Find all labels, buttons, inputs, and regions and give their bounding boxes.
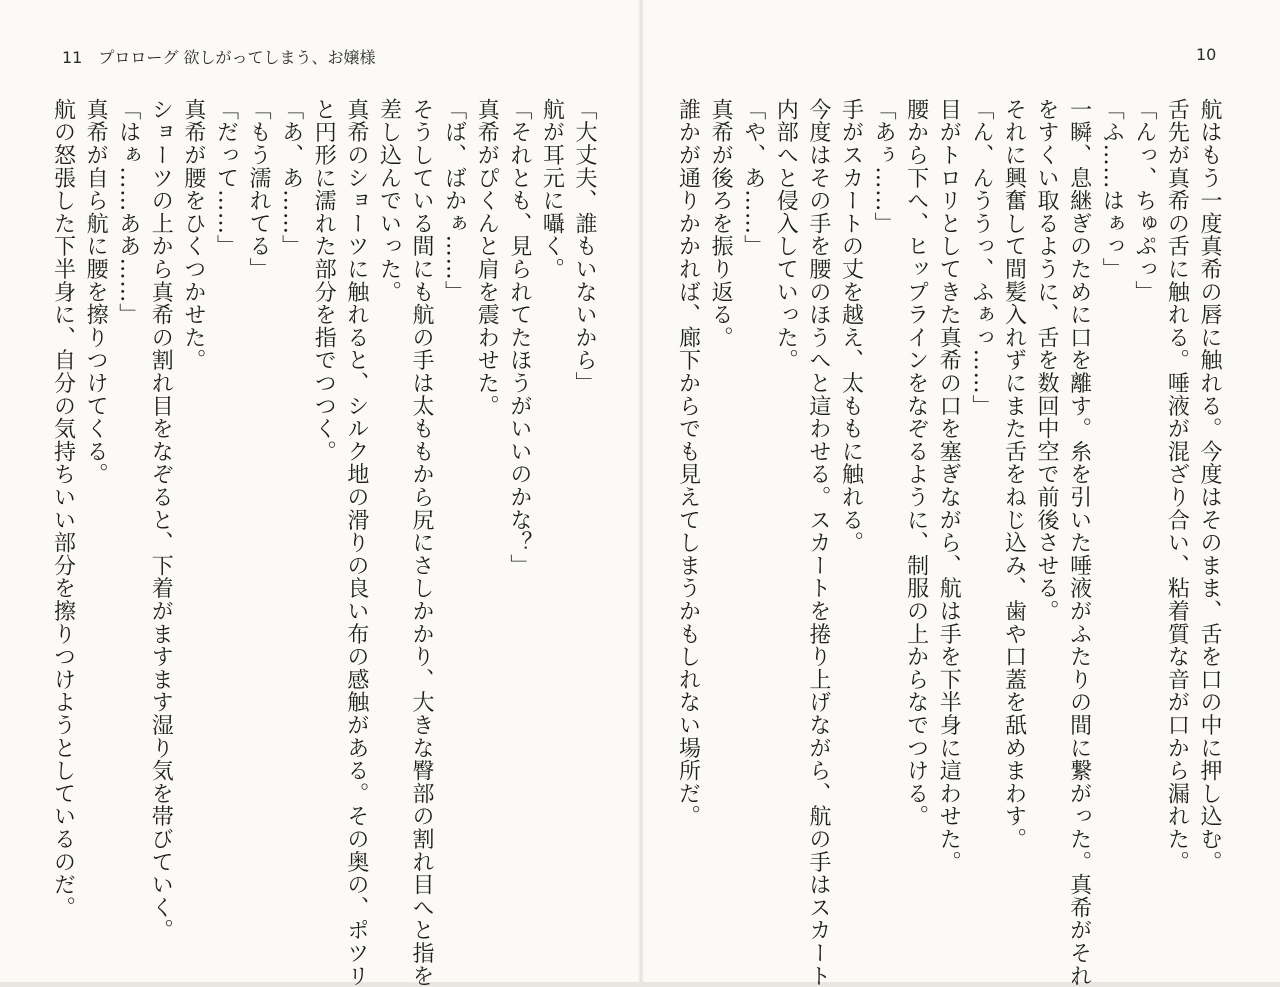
text-line: 今度はその手を腰のほうへと這わせる。スカートを捲り上げながら、航の手はスカート [805, 98, 831, 987]
text-line: 真希が自ら航に腰を擦りつけてくる。 [83, 98, 109, 486]
right-page-header [1196, 45, 1216, 64]
text-line: 腰から下へ、ヒップラインをなぞるように、制服の上からなでつける。 [903, 98, 929, 828]
text-line: 「ん、んううっ、ふぁっ……」 [968, 98, 994, 418]
text-line: 「ば、ばかぁ……」 [441, 98, 467, 304]
text-line: 一瞬、息継ぎのために口を離す。糸を引いた唾液がふたりの間に繋がった。真希がそれ [1066, 98, 1092, 987]
text-line: 真希が腰をひくつかせた。 [180, 98, 206, 372]
left-page-header [62, 45, 375, 68]
text-line: 真希のショーツに触れると、シルク地の滑りの良い布の感触がある。その奥の、ポツリ [343, 98, 369, 987]
text-line: 「ふ……はぁっ」 [1099, 98, 1125, 281]
book-gutter [638, 0, 644, 982]
left-page-body [50, 98, 600, 987]
text-line: 航が耳元に囁く。 [539, 98, 565, 281]
text-line: と円形に濡れた部分を指でつつく。 [311, 98, 337, 463]
left-page-number: 11 [62, 48, 83, 67]
text-line: 「それとも、見られてたほうがいいのかな？」 [506, 98, 532, 577]
text-line: 「や、あ……」 [740, 98, 766, 258]
text-line: 真希がぴくんと肩を震わせた。 [474, 98, 500, 418]
text-line: 「あぅ……」 [871, 98, 897, 235]
text-line: 「だって……」 [213, 98, 239, 258]
text-line: 航はもう一度真希の唇に触れる。今度はそのまま、舌を口の中に押し込む。 [1197, 98, 1222, 874]
text-line: 内部へと侵入していった。 [773, 98, 799, 372]
right-page-number: 10 [1196, 45, 1217, 64]
text-line: 舌先が真希の舌に触れる。唾液が混ざり合い、粘着質な音が口から漏れた。 [1164, 98, 1190, 874]
text-line: 「大丈夫、誰もいないから」 [572, 98, 597, 395]
text-line: 航の怒張した下半身に、自分の気持ちいい部分を擦りつけようとしているのだ。 [50, 98, 76, 919]
text-line: ショーツの上から真希の割れ目をなぞると、下着がますます湿り気を帯びていく。 [148, 98, 174, 942]
text-line: そうしている間にも航の手は太ももから尻にさしかかり、大きな臀部の割れ目へと指を [409, 98, 435, 987]
text-line: それに興奮して間髪入れずにまた舌をねじ込み、歯や口蓋を舐めまわす。 [1001, 98, 1027, 851]
text-line: 手がスカートの丈を越え、太ももに触れる。 [838, 98, 864, 554]
text-line: 目がトロリとしてきた真希の口を塞ぎながら、航は手を下半身に這わせた。 [936, 98, 962, 874]
text-line: 誰かが通りかかれば、廊下からでも見えてしまうかもしれない場所だ。 [675, 98, 701, 828]
text-line: 真希が後ろを振り返る。 [708, 98, 734, 349]
text-line: 「あ、あ……」 [278, 98, 304, 258]
running-title: プロローグ 欲しがってしまう、お嬢様 [98, 48, 376, 67]
right-page-body [675, 98, 1225, 987]
text-line: 「はぁ……ああ……」 [115, 98, 141, 326]
text-line: 「んっ、ちゅぷっ」 [1131, 98, 1157, 304]
text-line: をすくい取るように、舌を数回中空で前後させる。 [1034, 98, 1060, 623]
text-line: 「もう濡れてる」 [246, 98, 272, 281]
text-line: 差し込んでいった。 [376, 98, 402, 304]
